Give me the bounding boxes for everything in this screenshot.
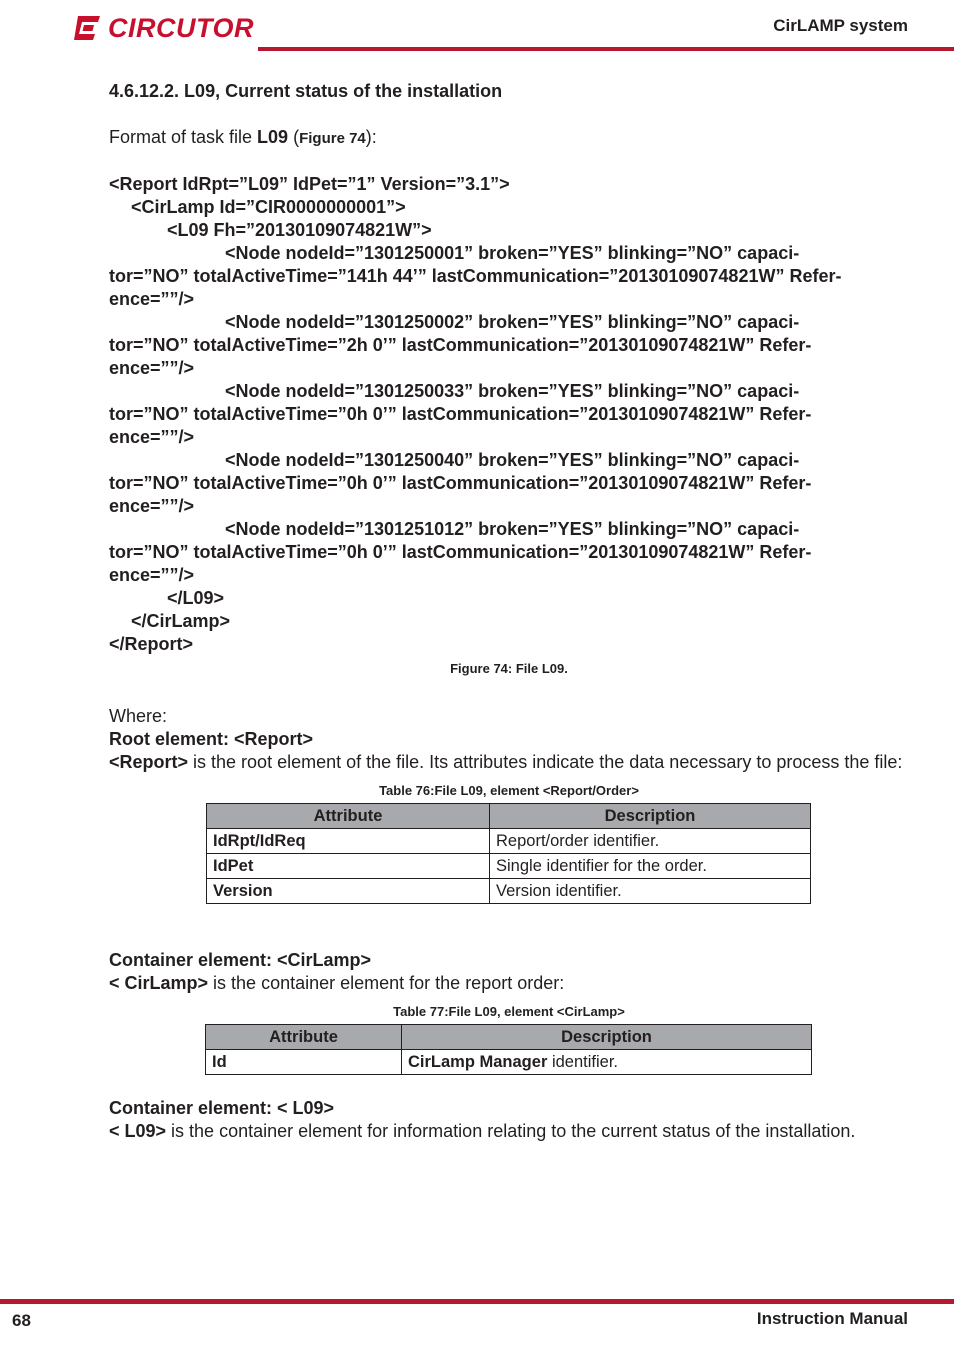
code-node-line: tor=”NO” totalActiveTime=”2h 0’” lastCommunication=”20130109074821W” Refer- [109, 335, 812, 355]
figure-caption: Figure 74: File L09. [450, 661, 568, 676]
format-prefix: Format of task file [109, 127, 258, 147]
report-attributes-table [206, 803, 811, 904]
code-node-line: ence=””/> [109, 496, 195, 516]
table-row [207, 854, 811, 879]
l09-element-text: is the container element for information relating to the current status of the installation. [166, 1121, 856, 1141]
table-row [206, 1050, 812, 1075]
code-node-line: <Node nodeId=”1301250040” broken=”YES” blinking=”NO” capaci- [225, 450, 800, 470]
table77-caption: Table 77:File L09, element <CirLamp> [393, 1004, 625, 1019]
table-cell-description [402, 1050, 812, 1075]
format-line [109, 126, 909, 150]
code-cirlamp-close: </CirLamp> [131, 611, 231, 631]
code-node-line: tor=”NO” totalActiveTime=”0h 0’” lastCommunication=”20130109074821W” Refer- [109, 542, 812, 562]
code-node-line: ence=””/> [109, 427, 195, 447]
table-cell-description: Single identifier for the order. [490, 854, 811, 879]
cirlamp-element-heading: Container element: <CirLamp> [109, 950, 372, 970]
table-cell-attribute: IdPet [207, 854, 490, 879]
table-cell-description-bold: CirLamp Manager [408, 1053, 548, 1071]
report-element-lead: <Report> [109, 752, 189, 772]
code-report-open: <Report IdRpt=”L09” IdPet=”1” Version=”3.1”> [109, 174, 510, 194]
table76-caption: Table 76:File L09, element <Report/Order> [379, 783, 639, 798]
code-node-line: tor=”NO” totalActiveTime=”0h 0’” lastCommunication=”20130109074821W” Refer- [109, 473, 812, 493]
document-title: CirLAMP system [773, 16, 908, 35]
table-header-attribute: Attribute [206, 1025, 402, 1050]
format-close: ): [365, 127, 377, 147]
code-node-line: <Node nodeId=”1301251012” broken=”YES” blinking=”NO” capaci- [225, 519, 800, 539]
cirlamp-element-description [109, 972, 909, 995]
format-open: ( [288, 127, 300, 147]
code-node-line: tor=”NO” totalActiveTime=”141h 44’” lastCommunication=”20130109074821W” Refer- [109, 266, 842, 286]
format-file: L09 [257, 127, 289, 147]
table-cell-description: Report/order identifier. [490, 829, 811, 854]
table-header-row [207, 804, 811, 829]
table-header-attribute: Attribute [207, 804, 490, 829]
footer-rule [0, 1299, 954, 1304]
report-element-heading: Root element: <Report> [109, 729, 314, 749]
code-l09-open: <L09 Fh=”20130109074821W”> [167, 220, 432, 240]
section-heading: 4.6.12.2. L09, Current status of the installation [109, 81, 503, 101]
cirlamp-attributes-table [205, 1024, 812, 1075]
table-row [207, 829, 811, 854]
code-node-line: ence=””/> [109, 358, 195, 378]
code-report-close: </Report> [109, 634, 194, 654]
code-node-line: <Node nodeId=”1301250033” broken=”YES” blinking=”NO” capaci- [225, 381, 800, 401]
circutor-logo [72, 12, 255, 46]
page-content [109, 80, 909, 1143]
code-node-line: ence=””/> [109, 289, 195, 309]
code-node-line: <Node nodeId=”1301250002” broken=”YES” blinking=”NO” capaci- [225, 312, 800, 332]
cirlamp-element-text: is the container element for the report order: [208, 973, 565, 993]
report-element-text: is the root element of the file. Its attributes indicate the data necessary to process the file: [188, 752, 903, 772]
table-header-description: Description [490, 804, 811, 829]
figure-reference[interactable]: Figure 74 [299, 130, 366, 147]
where-label: Where: [109, 706, 168, 726]
xml-code-block [109, 173, 909, 656]
table-header-description: Description [402, 1025, 812, 1050]
table-cell-attribute: IdRpt/IdReq [207, 829, 490, 854]
cirlamp-element-lead: < CirLamp> [109, 973, 209, 993]
table-cell-description-rest: identifier. [547, 1053, 618, 1071]
code-node-line: ence=””/> [109, 565, 195, 585]
page-number: 68 [12, 1311, 31, 1330]
l09-element-description [109, 1120, 909, 1143]
table-cell-attribute: Id [206, 1050, 402, 1075]
table-cell-description: Version identifier. [490, 879, 811, 904]
circutor-logo-icon [72, 12, 104, 44]
l09-element-heading: Container element: < L09> [109, 1098, 335, 1118]
header-rule [258, 47, 954, 51]
manual-title: Instruction Manual [756, 1309, 908, 1328]
logo-text: CIRCUTOR [108, 13, 255, 43]
l09-element-lead: < L09> [109, 1121, 167, 1141]
table-cell-attribute: Version [207, 879, 490, 904]
code-l09-close: </L09> [167, 588, 225, 608]
code-cirlamp-open: <CirLamp Id=”CIR0000000001”> [131, 197, 406, 217]
code-node-line: tor=”NO” totalActiveTime=”0h 0’” lastCommunication=”20130109074821W” Refer- [109, 404, 812, 424]
code-node-line: <Node nodeId=”1301250001” broken=”YES” blinking=”NO” capaci- [225, 243, 800, 263]
table-row [207, 879, 811, 904]
report-element-description [109, 751, 909, 774]
table-header-row [206, 1025, 812, 1050]
